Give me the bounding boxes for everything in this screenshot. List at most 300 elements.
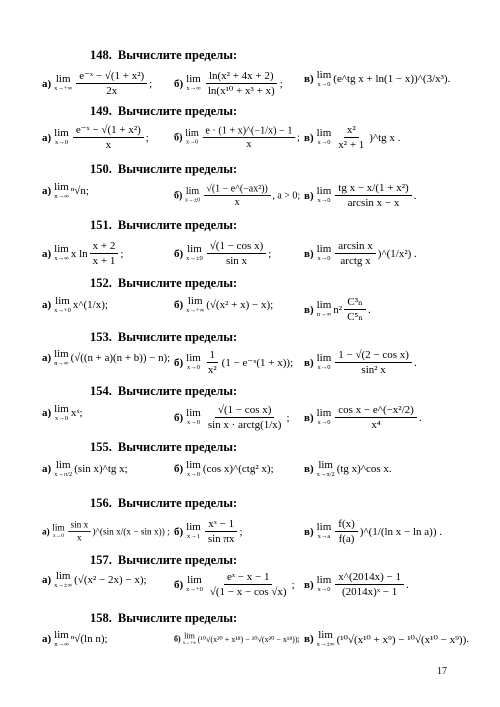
item-label: в) <box>304 247 314 260</box>
lim-word: lim <box>185 186 200 198</box>
expression-tail: ; <box>85 185 89 198</box>
problem-instruction: Вычислите пределы: <box>117 276 238 290</box>
numerator: ln(x² + 4x + 2) <box>206 70 277 84</box>
fraction <box>205 518 238 545</box>
limit-subscript: x→+∞ <box>182 640 197 646</box>
expression-tail: . <box>418 411 422 424</box>
expression: (√((n + a)(n + b)) − n) <box>70 352 168 365</box>
lim-word: lim <box>54 127 69 140</box>
limit-expression <box>174 240 271 267</box>
item-label: б) <box>174 299 184 312</box>
limit-subscript: x→0 <box>317 419 331 427</box>
limit-expression <box>42 296 108 315</box>
problem-title <box>90 553 237 568</box>
numerator: x + 2 <box>90 240 119 254</box>
limit-expression <box>42 404 83 423</box>
fraction <box>335 182 411 209</box>
expression: ⁿ√(ln n) <box>70 633 105 646</box>
limit-operator <box>317 522 332 541</box>
lim-word: lim <box>316 407 332 420</box>
problem-number: 156. <box>90 496 112 510</box>
denominator: C⁵ₙ <box>347 311 364 324</box>
limit-operator <box>317 630 335 649</box>
item-label: в) <box>304 463 314 476</box>
denominator: x + 1 <box>92 255 116 268</box>
lim-word: lim <box>187 574 202 587</box>
fraction <box>335 124 367 151</box>
denominator: f(a) <box>338 533 355 546</box>
lim-word: lim <box>187 295 203 307</box>
item-label: б) <box>174 525 184 538</box>
limit-expression <box>304 182 416 209</box>
limit-expression <box>42 571 147 590</box>
numerator: cos x − e^(−x²/2) <box>335 404 417 418</box>
item-label: б) <box>174 247 184 260</box>
denominator: √(1 − x − cos √x) <box>209 586 287 599</box>
limit-subscript: x→0 <box>55 139 68 147</box>
expression-tail: )^(1/(ln x − ln a)) . <box>359 525 443 538</box>
limit-operator <box>54 460 72 479</box>
limit-expression <box>42 182 89 201</box>
limit-operator <box>54 244 69 263</box>
expression-tail: (1 − e⁻ˣ(1 + x)); <box>221 357 294 370</box>
limit-subscript: x→0 <box>317 197 331 205</box>
numerator: 1 − √(2 − cos x) <box>335 349 412 363</box>
lim-word: lim <box>318 629 333 641</box>
limit-subscript: x→0 <box>317 364 331 372</box>
limit-expression <box>42 349 170 367</box>
limit-operator <box>317 460 335 479</box>
limit-operator <box>317 186 332 205</box>
problem-instruction: Вычислите пределы: <box>117 496 238 510</box>
lim-word: lim <box>184 631 195 641</box>
item-label: а) <box>42 77 52 90</box>
lim-word: lim <box>318 459 333 471</box>
problem-number: 148. <box>90 48 112 62</box>
limit-subscript: n→∞ <box>316 311 332 319</box>
lim-word: lim <box>316 127 332 140</box>
lim-word: lim <box>186 459 201 471</box>
fraction <box>335 518 358 545</box>
numerator: xˣ − 1 <box>205 518 237 532</box>
lim-word: lim <box>54 243 69 256</box>
limit-subscript: x→0 <box>187 419 200 427</box>
item-label: в) <box>304 303 314 316</box>
limit-subscript: x→π/2 <box>316 471 335 478</box>
problem-number: 149. <box>90 104 112 118</box>
expression-tail: ; <box>120 247 124 260</box>
fraction <box>205 70 278 97</box>
limit-expression <box>304 296 371 323</box>
limit-subscript: x→π/2 <box>54 471 73 478</box>
expression-tail: ; <box>297 132 300 144</box>
problem-instruction: Вычислите пределы: <box>117 553 238 567</box>
expression-tail: )^(sin x/(x − sin x)) ; <box>92 526 170 537</box>
denominator: 2x <box>106 85 118 98</box>
lim-word: lim <box>316 299 332 312</box>
lim-word: lim <box>54 348 69 360</box>
limit-subscript: x→1 <box>187 533 200 541</box>
expression-tail: ; <box>297 634 300 644</box>
limit-subscript: x→0 <box>186 139 199 146</box>
limit-subscript: n→∞ <box>54 193 69 200</box>
denominator: x² <box>207 364 217 377</box>
expression-tail: . <box>368 303 371 316</box>
limit-operator <box>186 296 204 315</box>
numerator: tg x − x/(1 + x²) <box>335 182 411 196</box>
problem-title <box>90 384 237 399</box>
limit-operator <box>54 571 72 590</box>
limit-subscript: x→0 <box>187 471 200 478</box>
expression: (tg x)^cos x <box>336 463 389 476</box>
denominator: x⁴ <box>371 419 381 432</box>
fraction <box>335 571 404 598</box>
limit-subscript: n→∞ <box>54 359 69 367</box>
limit-operator <box>317 300 332 319</box>
limit-subscript: x→0 <box>317 586 331 594</box>
fraction <box>205 349 220 376</box>
fraction <box>204 183 271 208</box>
lim-word: lim <box>316 69 332 81</box>
lim-word: lim <box>185 128 199 140</box>
lim-word: lim <box>316 243 332 256</box>
item-label: а) <box>42 299 52 312</box>
limit-subscript: x→+∞ <box>54 85 73 93</box>
item-label: а) <box>42 633 52 646</box>
denominator: x² + 1 <box>338 139 365 152</box>
limit-expression <box>174 404 290 431</box>
limit-operator <box>186 353 201 372</box>
item-label: а) <box>42 463 52 476</box>
problem-title <box>90 218 237 233</box>
lim-word: lim <box>186 521 201 534</box>
limit-subscript: n→∞ <box>54 641 69 648</box>
lim-word: lim <box>55 459 71 471</box>
item-label: в) <box>304 73 314 86</box>
numerator: e⁻ˣ − √(1 + x²) <box>73 124 144 138</box>
problem-number: 157. <box>90 553 112 567</box>
limit-expression <box>304 124 400 151</box>
denominator: x <box>77 532 82 543</box>
denominator: x <box>246 138 252 151</box>
limit-operator <box>54 74 72 93</box>
expression-tail: . <box>405 578 409 591</box>
expression: (e^tg x + ln(1 − x))^(3/x³) <box>333 73 448 86</box>
numerator: sin x <box>68 520 91 532</box>
limit-subscript: x→0 <box>187 364 200 372</box>
lim-word: lim <box>55 73 71 86</box>
limit-subscript: x→+∞ <box>186 307 205 314</box>
expression-prefix: x ln <box>70 247 88 260</box>
fraction <box>205 404 285 431</box>
problem-number: 152. <box>90 276 112 290</box>
limit-operator <box>317 70 332 89</box>
denominator: sin πx <box>207 533 235 546</box>
limit-expression <box>174 571 295 598</box>
lim-word: lim <box>186 352 201 365</box>
fraction <box>335 349 412 376</box>
limit-operator <box>185 187 200 204</box>
limit-expression <box>174 70 283 97</box>
expression-tail: . <box>413 189 417 202</box>
limit-expression <box>304 404 422 431</box>
problem-instruction: Вычислите пределы: <box>117 611 238 625</box>
limit-subscript: x→±∞ <box>316 641 335 648</box>
fraction <box>68 520 91 543</box>
item-label: а) <box>42 185 52 198</box>
expression-tail: ; <box>145 131 149 144</box>
fraction <box>207 571 290 598</box>
fraction <box>335 404 417 431</box>
item-label: а) <box>42 407 52 420</box>
expression: (√(x² − 2x) − x) <box>74 574 144 587</box>
denominator: (2014x)ˣ − 1 <box>342 586 398 599</box>
expression-tail: . <box>388 463 392 476</box>
lim-word: lim <box>316 574 332 587</box>
limit-subscript: x→0 <box>52 533 64 539</box>
limit-operator <box>317 128 332 147</box>
denominator: x <box>105 139 112 152</box>
denominator: x <box>234 196 240 208</box>
limit-expression <box>42 124 149 151</box>
lim-word: lim <box>316 521 332 534</box>
expression-tail: ; <box>286 411 290 424</box>
limit-subscript: x→±0 <box>185 197 201 204</box>
limit-expression <box>174 296 273 315</box>
expression-tail: . <box>413 356 417 369</box>
lim-word: lim <box>54 181 69 193</box>
limit-subscript: x→0 <box>55 415 68 422</box>
problem-title <box>90 104 237 119</box>
limit-subscript: x→a <box>317 533 331 541</box>
item-label: в) <box>304 189 314 202</box>
expression-tail: ; <box>279 77 283 90</box>
numerator: eˣ − x − 1 <box>224 571 272 585</box>
numerator: x² <box>344 124 359 138</box>
numerator: x^(2014x) − 1 <box>335 571 404 585</box>
problem-instruction: Вычислите пределы: <box>117 330 238 344</box>
problem-title <box>90 276 237 291</box>
limit-expression <box>42 460 128 479</box>
item-label: б) <box>174 356 184 369</box>
numerator: e⁻ˣ − √(1 + x²) <box>76 70 147 84</box>
limit-operator <box>317 575 332 594</box>
fraction <box>335 240 376 267</box>
limit-expression <box>42 630 108 649</box>
limit-operator <box>186 244 203 263</box>
lim-word: lim <box>55 295 70 307</box>
numerator: √(1 − e^(−ax²)) <box>204 183 271 196</box>
limit-subscript: x→0 <box>317 139 331 147</box>
item-label: а) <box>42 526 50 537</box>
limit-operator <box>186 74 201 93</box>
limit-operator <box>54 349 69 367</box>
problem-instruction: Вычислите пределы: <box>117 440 238 454</box>
limit-expression <box>42 520 170 543</box>
expression-tail: ; <box>149 77 153 90</box>
expression-tail: ; <box>79 407 83 420</box>
limit-expression <box>304 460 392 479</box>
problem-title <box>90 611 237 626</box>
lim-word: lim <box>186 73 201 86</box>
problem-instruction: Вычислите пределы: <box>117 218 238 232</box>
limit-expression <box>304 630 469 649</box>
numerator: C³ₙ <box>344 296 365 310</box>
limit-expression <box>304 518 442 545</box>
limit-operator <box>317 408 332 427</box>
expression-tail: ; <box>270 463 274 476</box>
problem-title <box>90 496 237 511</box>
fraction <box>203 125 296 150</box>
limit-subscript: x→±∞ <box>54 582 73 589</box>
item-label: а) <box>42 247 52 260</box>
expression: (¹⁰√(x¹⁰ + x⁹) − ¹⁰√(x¹⁰ − x⁹)) <box>336 633 467 646</box>
expression-tail: . <box>447 73 451 86</box>
limit-subscript: x→∞ <box>186 85 201 93</box>
expression-tail: . <box>466 633 469 646</box>
lim-word: lim <box>186 407 201 420</box>
expression-tail: ; <box>104 633 108 646</box>
item-label: б) <box>174 190 183 202</box>
expression: (√(x² + x) − x) <box>206 299 271 312</box>
limit-expression <box>304 349 417 376</box>
item-label: в) <box>304 411 314 424</box>
problem-number: 153. <box>90 330 112 344</box>
numerator: 1 <box>207 349 219 363</box>
expression-tail: ; <box>239 525 243 538</box>
limit-operator <box>54 296 71 315</box>
limit-expression <box>42 240 123 267</box>
expression: (cos x)^(ctg² x) <box>202 463 271 476</box>
limit-expression <box>174 349 293 376</box>
fraction <box>90 240 119 267</box>
limit-operator <box>186 522 201 541</box>
expression-tail: ; <box>167 352 171 365</box>
problem-instruction: Вычислите пределы: <box>117 162 238 176</box>
expression-tail: ; <box>268 247 272 260</box>
problem-instruction: Вычислите пределы: <box>117 384 238 398</box>
expression-tail: ; <box>270 299 274 312</box>
limit-operator <box>54 630 69 649</box>
item-label: в) <box>304 633 314 646</box>
limit-expression <box>174 183 300 208</box>
lim-word: lim <box>55 570 71 582</box>
limit-operator <box>186 460 201 479</box>
denominator: sin x · arctg(1/x) <box>207 419 282 432</box>
item-label: б) <box>174 634 181 644</box>
expression-tail: ; <box>124 463 128 476</box>
lim-word: lim <box>187 243 202 256</box>
limit-operator <box>54 404 69 423</box>
limit-expression <box>174 632 300 646</box>
expression-prefix: n² <box>333 303 343 316</box>
item-label: б) <box>174 77 184 90</box>
numerator: √(1 − cos x) <box>215 404 274 418</box>
limit-operator <box>183 632 196 646</box>
item-label: б) <box>174 578 184 591</box>
limit-subscript: x→+0 <box>54 307 71 314</box>
problem-number: 154. <box>90 384 112 398</box>
fraction <box>76 70 147 97</box>
limit-subscript: x→0 <box>317 81 331 88</box>
fraction <box>344 296 366 323</box>
limit-operator <box>186 575 203 594</box>
expression-tail: , a > 0; <box>272 190 301 202</box>
limit-operator <box>317 353 332 372</box>
limit-expression <box>304 70 450 89</box>
limit-operator <box>317 244 332 263</box>
limit-expression <box>304 571 409 598</box>
fraction <box>207 240 266 267</box>
problem-number: 150. <box>90 162 112 176</box>
limit-operator <box>185 129 199 146</box>
expression-tail: ; <box>143 574 147 587</box>
problem-title <box>90 162 237 177</box>
lim-word: lim <box>54 629 69 641</box>
item-label: а) <box>42 131 52 144</box>
item-label: в) <box>304 578 314 591</box>
item-label: б) <box>174 411 184 424</box>
numerator: e · (1 + x)^(−1/x) − 1 <box>203 125 296 138</box>
expression: x^(1/x) <box>72 299 105 312</box>
lim-word: lim <box>54 403 69 415</box>
problem-title <box>90 48 237 63</box>
page-number: 17 <box>437 666 447 677</box>
limit-expression <box>174 518 243 545</box>
item-label: в) <box>304 525 314 538</box>
lim-word: lim <box>316 185 332 198</box>
limit-subscript: x→±0 <box>186 255 203 263</box>
item-label: б) <box>174 463 184 476</box>
numerator: √(1 − cos x) <box>207 240 266 254</box>
fraction <box>73 124 144 151</box>
problem-number: 151. <box>90 218 112 232</box>
expression-tail: )^(1/x²) . <box>377 247 417 260</box>
denominator: ln(x¹⁰ + x³ + x) <box>207 85 275 98</box>
lim-word: lim <box>316 352 332 365</box>
denominator: arctg x <box>340 255 371 268</box>
limit-operator <box>54 182 69 201</box>
problem-instruction: Вычислите пределы: <box>117 48 238 62</box>
denominator: sin² x <box>361 364 386 377</box>
limit-expression <box>304 240 417 267</box>
limit-operator <box>52 524 64 540</box>
item-label: а) <box>42 574 52 587</box>
denominator: arcsin x − x <box>347 197 400 210</box>
expression: xˣ <box>70 407 80 420</box>
limit-subscript: x→0 <box>317 255 331 263</box>
expression: (¹⁰√(x²⁰ + x¹⁸) − ¹⁰√(x²⁰ − x¹⁸)) <box>197 635 298 645</box>
limit-expression <box>174 125 300 150</box>
limit-operator <box>186 408 201 427</box>
problem-number: 158. <box>90 611 112 625</box>
limit-expression <box>42 70 152 97</box>
item-label: в) <box>304 131 314 144</box>
denominator: sin x <box>225 255 248 268</box>
limit-subscript: x→∞ <box>54 255 69 263</box>
numerator: arcsin x <box>335 240 376 254</box>
item-label: в) <box>304 356 314 369</box>
problem-number: 155. <box>90 440 112 454</box>
expression: ⁿ√n <box>70 185 86 198</box>
lim-word: lim <box>52 522 65 534</box>
limit-subscript: x→+0 <box>186 586 203 594</box>
expression: (sin x)^tg x <box>74 463 125 476</box>
problem-title <box>90 330 237 345</box>
limit-expression <box>174 460 274 479</box>
problem-instruction: Вычислите пределы: <box>117 104 238 118</box>
problem-title <box>90 440 237 455</box>
